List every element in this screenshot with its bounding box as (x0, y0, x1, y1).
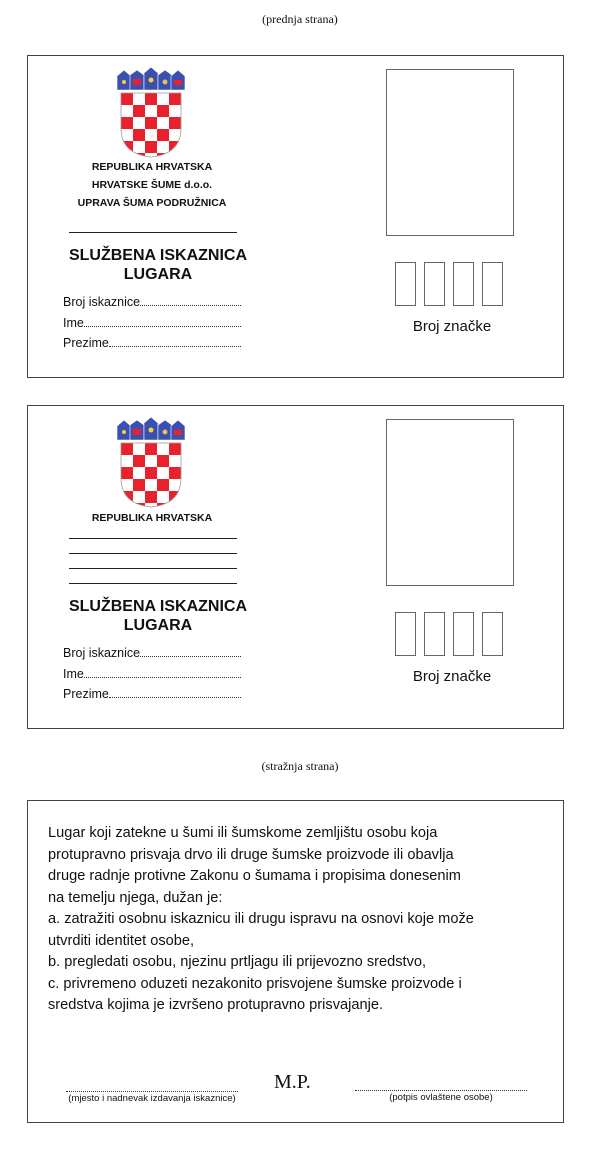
text-line: protupravno prisvaja drvo ili druge šumske proizvode ili obavlja (48, 846, 454, 863)
place-date-line (66, 1091, 238, 1092)
front-caption: (prednja strana) (262, 12, 338, 26)
dotted-line (109, 697, 241, 698)
text-line: sredstva kojima je izvršeno protupravno prisvajanje. (48, 997, 384, 1013)
id-card-front-1 (27, 55, 564, 378)
text-line: Lugar koji zatekne u šumi ili šumskome zemljištu osobu koja (48, 825, 438, 841)
photo-box (386, 69, 514, 236)
text-line: utvrditi identitet osobe, (48, 932, 195, 949)
field-label: Broj iskaznice (63, 646, 141, 660)
org-line: REPUBLIKA HRVATSKA (91, 512, 213, 524)
id-card-back (27, 800, 564, 1123)
text-line: a. zatražiti osobnu iskaznicu ili drugu ispravu na osnovi koje može (48, 911, 474, 927)
org-line: UPRAVA ŠUMA PODRUŽNICA (77, 197, 227, 209)
stamp-label: M.P. (274, 1071, 311, 1093)
place-date-label: (mjesto i nadnevak izdavanja iskaznice) (68, 1093, 236, 1104)
signature-line (355, 1090, 527, 1091)
field-label: Ime (63, 316, 84, 330)
card-title: SLUŽBENA ISKAZNICA (68, 247, 248, 264)
blank-line (69, 568, 237, 569)
badge-digit-box (482, 262, 503, 306)
field-first-name (63, 667, 241, 681)
badge-digit-box (395, 262, 416, 306)
dotted-line (140, 305, 241, 306)
badge-digit-box (453, 262, 474, 306)
blank-line (69, 538, 237, 539)
text-line: druge radnje protivne Zakonu o šumama i propisima donesenim (48, 868, 461, 884)
org-line: REPUBLIKA HRVATSKA (91, 161, 213, 173)
signature-label: (potpis ovlaštene osobe) (389, 1092, 493, 1103)
badge-digit-box (482, 612, 503, 656)
field-label: Prezime (63, 687, 109, 701)
coat-of-arms-icon (116, 66, 186, 158)
field-label: Ime (63, 667, 84, 681)
card-title: LUGARA (123, 617, 193, 634)
badge-label: Broj značke (412, 668, 492, 685)
field-card-number (63, 646, 241, 660)
photo-box (386, 419, 514, 586)
divider (69, 232, 237, 233)
dotted-line (109, 346, 241, 347)
back-caption: (stražnja strana) (261, 759, 339, 773)
field-label: Prezime (63, 336, 109, 350)
blank-line (69, 583, 237, 584)
field-last-name (63, 687, 241, 701)
badge-digit-box (395, 612, 416, 656)
dotted-line (84, 677, 241, 678)
blank-line (69, 553, 237, 554)
card-title: SLUŽBENA ISKAZNICA (68, 598, 248, 615)
field-card-number (63, 295, 241, 309)
badge-label: Broj značke (412, 318, 492, 335)
badge-digit-box (453, 612, 474, 656)
id-card-front-2 (27, 405, 564, 729)
text-line: b. pregledati osobu, njezinu prtljagu ili prijevozno sredstvo, (48, 954, 427, 970)
coat-of-arms-icon (116, 416, 186, 508)
dotted-line (84, 326, 241, 327)
org-line: HRVATSKE ŠUME d.o.o. (91, 179, 213, 191)
field-first-name (63, 316, 241, 330)
duties-text (48, 823, 553, 1017)
badge-digit-box (424, 262, 445, 306)
dotted-line (140, 656, 241, 657)
field-label: Broj iskaznice (63, 295, 141, 309)
badge-digit-box (424, 612, 445, 656)
text-line: c. privremeno oduzeti nezakonito prisvojene šumske proizvode i (48, 975, 462, 992)
card-title: LUGARA (123, 266, 193, 283)
field-last-name (63, 336, 241, 350)
text-line: na temelju njega, dužan je: (48, 889, 223, 906)
